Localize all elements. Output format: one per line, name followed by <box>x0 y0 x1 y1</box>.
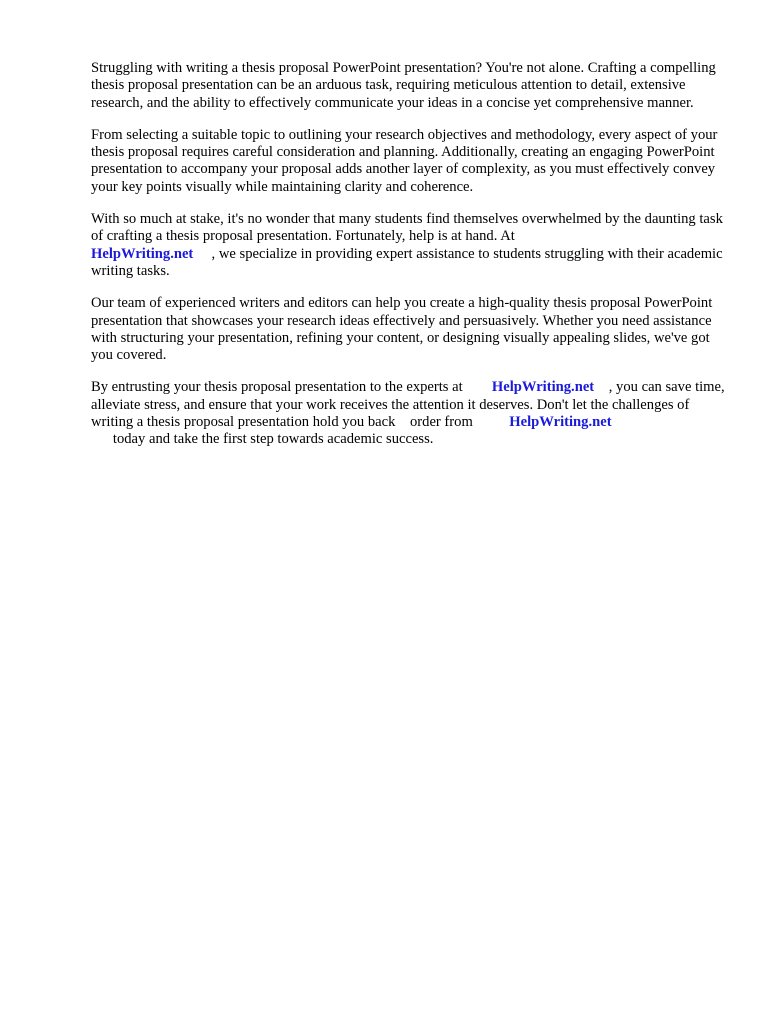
paragraph-5-text-start: By entrusting your thesis proposal presentation to the experts at <box>91 379 463 396</box>
paragraph-5-text-middle: , you can save time, alleviate stress, and ensure that your work receives the attention it deserves. Don't let the challenges of writing a thesis proposal presentation hold you back <box>91 379 725 431</box>
helpwriting-link-3[interactable]: HelpWriting.net <box>509 414 612 431</box>
paragraph-5 <box>91 379 731 448</box>
helpwriting-link-1[interactable]: HelpWriting.net <box>91 245 194 262</box>
document-page <box>91 60 731 464</box>
paragraph-3 <box>91 211 731 280</box>
paragraph-3-text-start: With so much at stake, it's no wonder that many students find themselves overwhelmed by the daunting task of crafting a thesis proposal presentation. Fortunately, help is at hand. At <box>91 211 723 245</box>
paragraph-4: Our team of experienced writers and editors can help you create a high-quality thesis proposal PowerPoint presentation that showcases your research ideas effectively and persuasively. Whether you need assistance with structuring your presentation, refining your content, or designing visually appealing slides, we've got you covered. <box>91 295 713 364</box>
paragraph-5-text-end: today and take the first step towards academic success. <box>112 431 434 448</box>
paragraph-1: Struggling with writing a thesis proposal PowerPoint presentation? You're not alone. Crafting a compelling thesis proposal presentation can be an arduous task, requiring meticulous attention to detail, extensive research, and the ability to effectively communicate your ideas in a concise yet comprehensive manner. <box>91 60 716 111</box>
helpwriting-link-2[interactable]: HelpWriting.net <box>491 379 595 396</box>
paragraph-3-text-end: , we specialize in providing expert assistance to students struggling with their academic writing tasks. <box>91 245 723 279</box>
paragraph-2: From selecting a suitable topic to outlining your research objectives and methodology, every aspect of your thesis proposal requires careful consideration and planning. Additionally, creating an engaging PowerPoint presentation to accompany your proposal adds another layer of complexity, as you must effectively convey your key points visually while maintaining clarity and coherence. <box>91 126 718 195</box>
paragraph-5-order-text: order from <box>409 414 473 431</box>
